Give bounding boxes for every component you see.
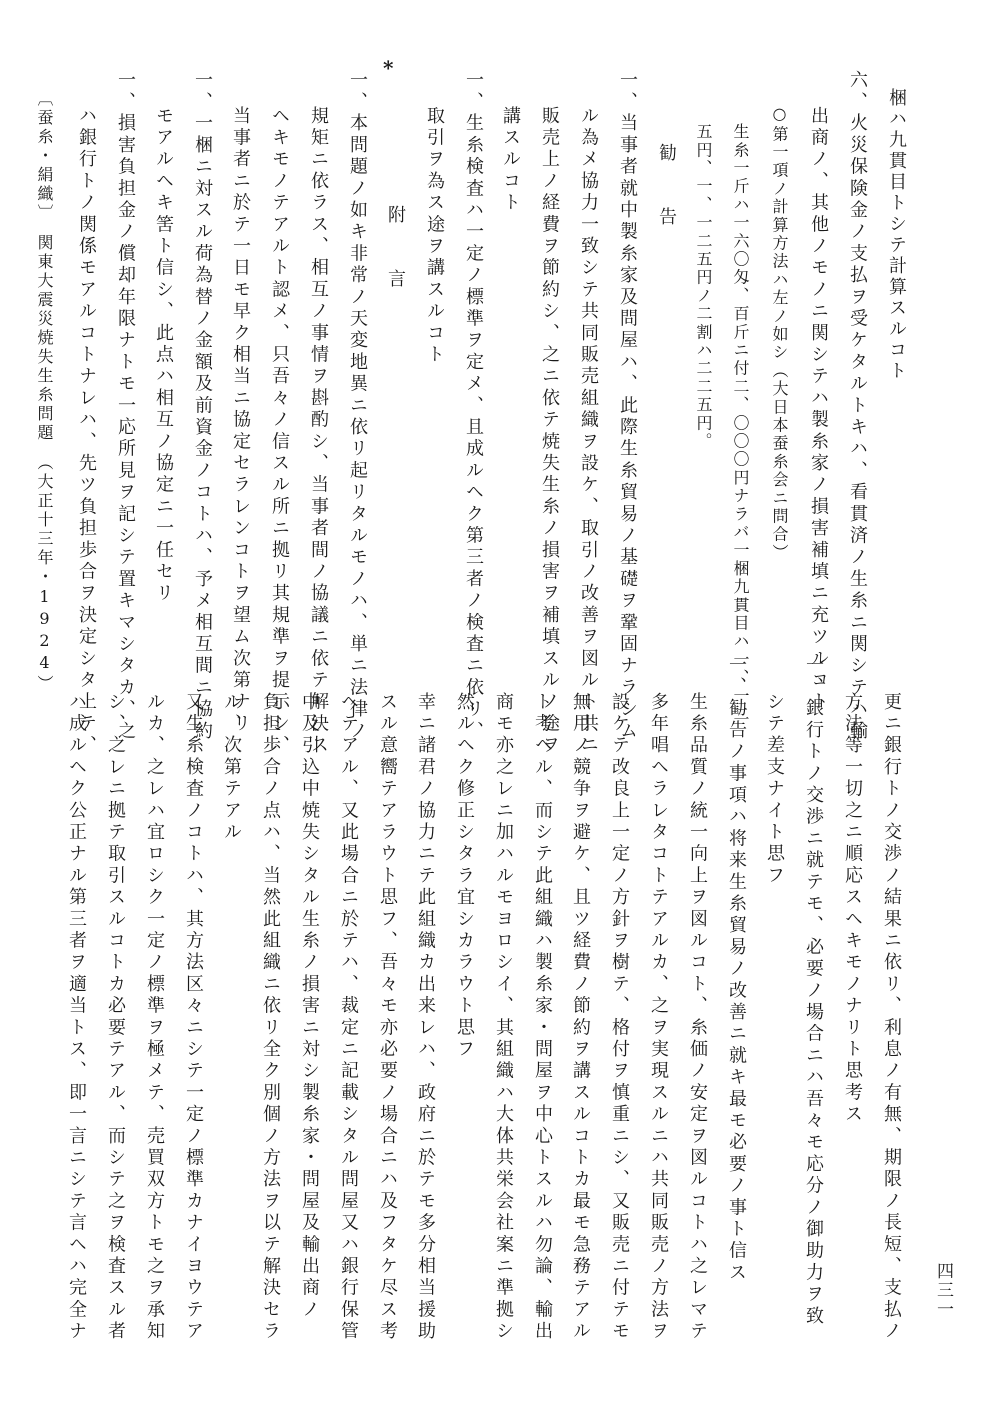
section-heading: 附 言 bbox=[385, 205, 406, 301]
text-column: ○第一項ノ計算方法ハ左ノ如シ（大日本蚕糸会ニ問合） bbox=[770, 104, 789, 562]
text-column: 然ルヘク修正シタラ宜シカラウト思フ bbox=[454, 692, 475, 1061]
text-column: シ、之レニ拠テ取引スルコトカ必要テアル、而シテ之ヲ検査スル者 bbox=[105, 692, 126, 1343]
text-column: 当事者ニ於テ一日モ早ク相当ニ協定セラレンコトヲ望ム次第ナリ bbox=[230, 106, 251, 736]
text-column: 又生糸検査ノコトハ、其方法区々ニシテ一定ノ標準カナイヨウテア bbox=[183, 692, 204, 1343]
text-column: 負担歩合ノ点ハ、当然此組織ニ依リ全ク別個ノ方法ヲ以テ解決セラ bbox=[260, 692, 281, 1343]
text-column: ル、次第テアル bbox=[221, 692, 242, 844]
text-column: ハ銀行トノ関係モアルコトナレハ、先ツ負担歩合ヲ決定シタ上テ、 bbox=[76, 106, 97, 757]
running-footer: 〔蚕糸・絹織〕 関東大震災焼失生糸問題 （大正十三年・1924） bbox=[35, 90, 54, 694]
text-column: 商モ亦之レニ加ハルモヨロシイ、其組織ハ大体共栄会社案ニ準拠シ bbox=[493, 692, 514, 1343]
text-column: 出商ノ、其他ノモノニ関シテハ製糸家ノ損害補填ニ充ツルコト bbox=[808, 106, 829, 714]
text-column: ハ成ルヘク公正ナル第三者ヲ適当トス、即一言ニシテ言ヘハ完全ナ bbox=[66, 692, 87, 1343]
text-column: 更ニ銀行トノ交渉ノ結果ニ依リ、利息ノ有無、期限ノ長短、支払ノ bbox=[881, 692, 902, 1343]
text-column: 設ケテ改良上一定ノ方針ヲ樹テ、格付ヲ慎重ニシ、又販売ニ付テモ bbox=[609, 692, 630, 1343]
section-heading: 勧 告 bbox=[656, 143, 677, 239]
text-column: ル為メ協力一致シテ共同販売組織ヲ設ケ、取引ノ改善ヲ図ルト共ニ bbox=[578, 106, 599, 757]
page-number: 四三一 bbox=[933, 1262, 953, 1319]
text-column: ヘキモノテアルト認メ、只吾々ノ信スル所ニ拠リ其規準ヲ提示シ、 bbox=[269, 106, 290, 757]
text-column: 一、銀行トノ交渉ニ就テモ、必要ノ場合ニハ吾々モ応分ノ御助力ヲ致 bbox=[803, 655, 824, 1328]
text-column: 生糸品質ノ統一向上ヲ図ルコト、糸価ノ安定ヲ図ルコトハ之レマテ bbox=[687, 692, 708, 1343]
text-column: 六、火災保険金ノ支払ヲ受ケタルトキハ、看貫済ノ生糸ニ関シテハ輸 bbox=[847, 70, 868, 743]
text-column: ト考ヘル、而シテ此組織ハ製糸家・問屋ヲ中心トスルハ勿論、輸出 bbox=[532, 692, 553, 1343]
text-column: ルカ、之レハ宜ロシク一定ノ標準ヲ極メテ、売買双方トモ之ヲ承知 bbox=[144, 692, 165, 1343]
text-column: 中及引込中焼失シタル生糸ノ損害ニ対シ製糸家・問屋及輸出商ノ bbox=[299, 692, 320, 1322]
text-column: 規矩ニ依ラス、相互ノ事情ヲ斟酌シ、当事者間ノ協議ニ依テ解決ス bbox=[308, 106, 329, 757]
asterisk-mark: * bbox=[383, 56, 394, 80]
text-column: 五円、一、一二五円ノ二割ハ二二五円。 bbox=[694, 123, 713, 451]
text-column: 一、勧告ノ事項ハ将来生糸貿易ノ改善ニ就キ最モ必要ノ事ト信ス bbox=[726, 655, 747, 1285]
text-column: 方法等一切之ニ順応スヘキモノナリト思考ス bbox=[842, 692, 863, 1126]
text-column: 多年唱ヘラレタコトテアルカ、之ヲ実現スルニハ共同販売ノ方法ヲ bbox=[648, 692, 669, 1343]
text-column: 一、一梱ニ対スル荷為替ノ金額及前資金ノコトハ、予メ相互間ニ協約 bbox=[192, 70, 213, 743]
text-column: 幸ニ諸君ノ協力ニテ此組織カ出来レハ、政府ニ於テモ多分相当援助 bbox=[415, 692, 436, 1343]
text-column: 一、損害負担金ノ償却年限ナトモ一応所見ヲ記シテ置キマシタカ、之 bbox=[115, 70, 136, 743]
text-column: 生糸一斤ハ一六〇匁、百斤ニ付二、〇〇〇円ナラバ一梱九貫目ハ一、一二 bbox=[731, 123, 750, 724]
text-column: ヘテアル、又此場合ニ於テハ、裁定ニ記載シタル問屋又ハ銀行保管 bbox=[338, 692, 359, 1343]
text-column: 一、生糸検査ハ一定ノ標準ヲ定メ、且成ルヘク第三者ノ検査ニ依リ、 bbox=[463, 70, 484, 743]
text-column: スル意嚮テアラウト思フ、吾々モ亦必要ノ場合ニハ及フタケ尽ス考 bbox=[377, 692, 398, 1343]
text-column: 一、本問題ノ如キ非常ノ天変地異ニ依リ起リタルモノハ、単ニ法律ノ bbox=[347, 70, 368, 743]
text-column: モアルヘキ筈ト信シ、此点ハ相互ノ協定ニ一任セリ bbox=[153, 106, 174, 606]
text-column: 取引ヲ為ス途ヲ講スルコト bbox=[424, 106, 445, 367]
text-column: 梱ハ九貫目トシテ計算スルコト bbox=[886, 88, 907, 382]
text-column: シテ差支ナイト思フ bbox=[764, 692, 785, 888]
text-column: 一、当事者就中製糸家及問屋ハ、此際生糸貿易ノ基礎ヲ鞏固ナラシム bbox=[617, 70, 638, 743]
text-column: 販売上ノ経費ヲ節約シ、之ニ依テ焼失生糸ノ損害ヲ補填スルノ途ヲ bbox=[539, 106, 560, 757]
text-column: 講スルコト bbox=[500, 106, 521, 215]
text-column: 無用ノ競争ヲ避ケ、且ツ経費ノ節約ヲ講スルコトカ最モ急務テアル bbox=[570, 692, 591, 1343]
